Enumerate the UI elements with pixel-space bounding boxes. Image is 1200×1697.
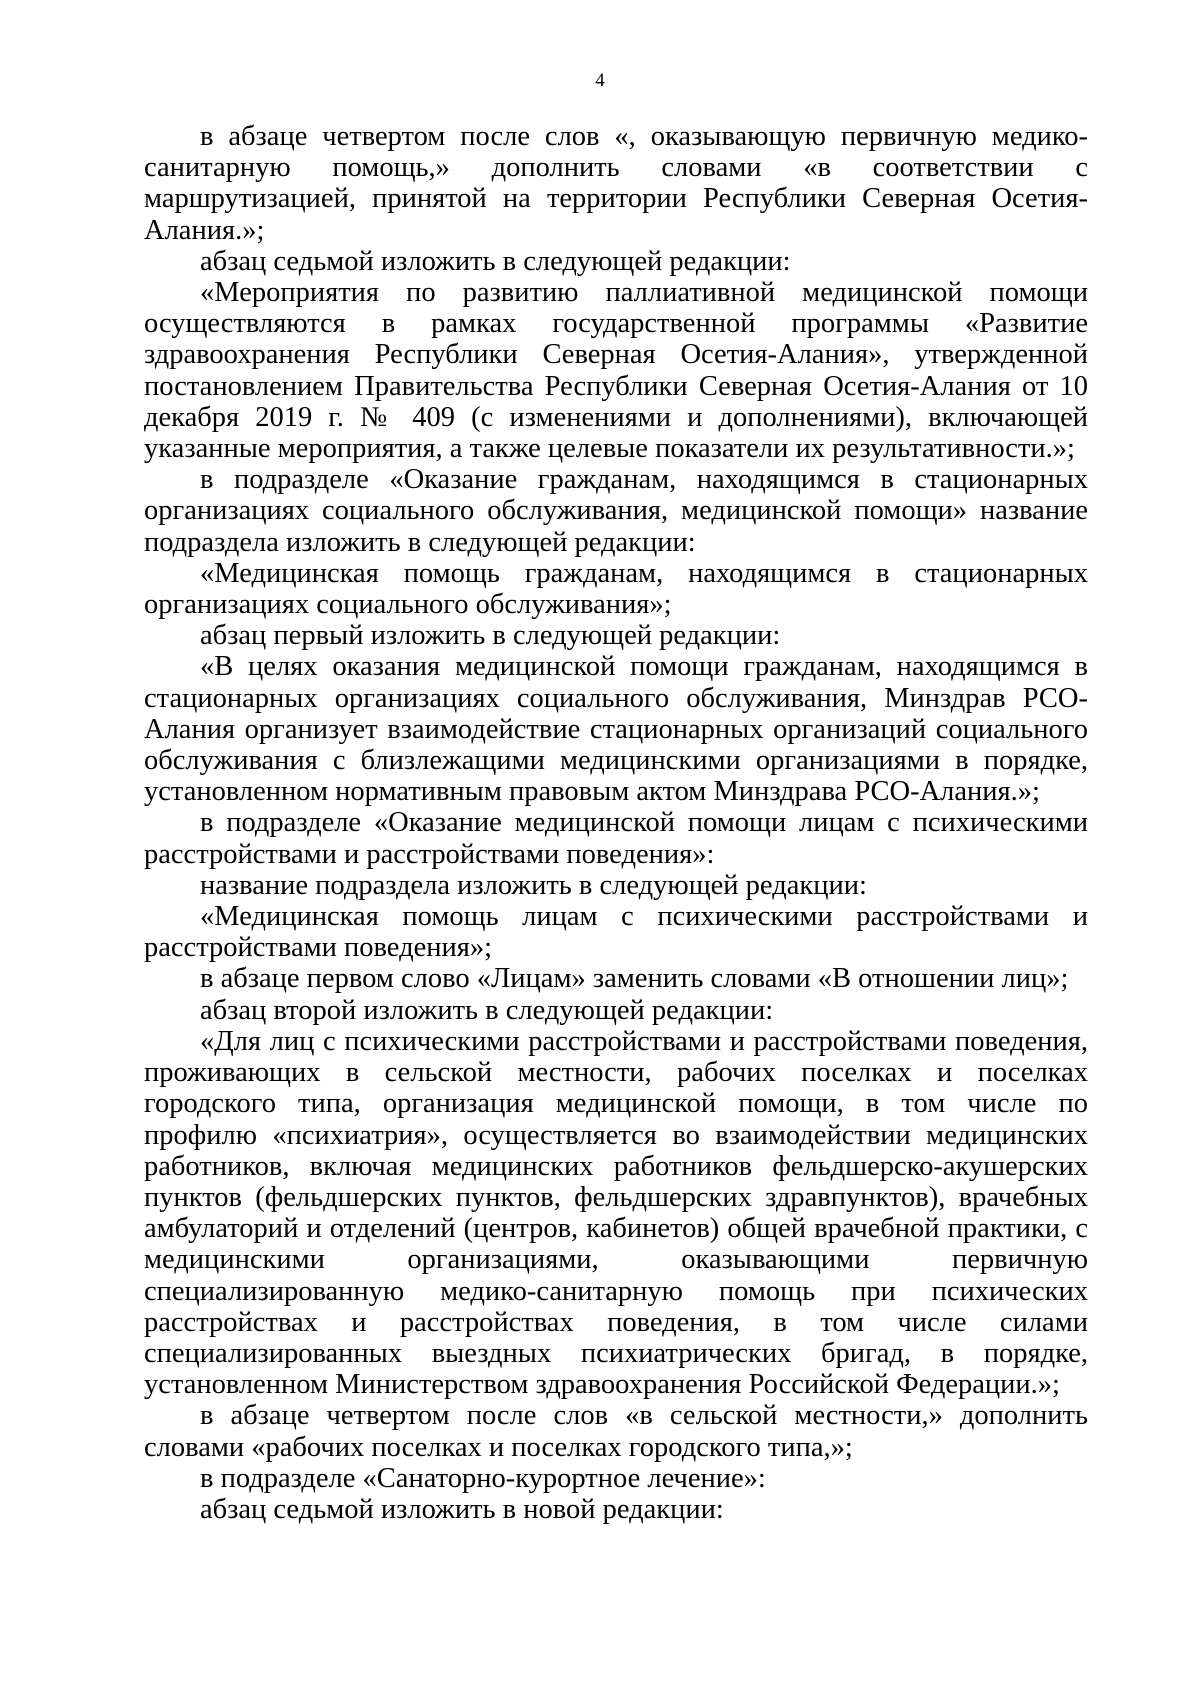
paragraph: «Для лиц с психическими расстройствами и расстройствами поведения, проживающих в сельской местности, рабочих поселках и поселках городского типа, организация медицинской помощи, в том числе по профилю «психиатрия», осуществляется во взаимодействии медицинских работников, включая медицинских работников фельдшерско-акушерских пунктов (фельдшерских пунктов, фельдшерских здравпунктов), врачебных амбулаторий и отделений (центров, кабинетов) общей врачебной практики, с медицинскими организациями, оказывающими первичную специализированную медико-санитарную помощь при психических расстройствах и расстройствах поведения, в том числе силами специализированных выездных психиатрических бригад, в порядке, установленном Министерством здравоохранения Российской Федерации.»; bbox=[144, 1025, 1088, 1401]
paragraph: абзац второй изложить в следующей редакции: bbox=[200, 994, 774, 1026]
document-body bbox=[144, 121, 1088, 1525]
paragraph: «Медицинская помощь лицам с психическими расстройствами и расстройствами поведения»; bbox=[144, 901, 1088, 964]
paragraph: «Мероприятия по развитию паллиативной медицинской помощи осуществляются в рамках государственной программы «Развитие здравоохранения Республики Северная Осетия-Алания», утвержденной постановлением Правительства Республики Северная Осетия-Алания от 10 декабря 2019 г. № 409 (с изменениями и дополнениями), включающей указанные мероприятия, а также целевые показатели их результативности.»; bbox=[144, 277, 1088, 465]
paragraph: абзац седьмой изложить в новой редакции: bbox=[200, 1493, 724, 1525]
paragraph: в абзаце четвертом после слов «в сельской местности,» дополнить словами «рабочих поселках и поселках городского типа,»; bbox=[144, 1400, 1088, 1463]
paragraph: абзац седьмой изложить в следующей редакции: bbox=[200, 245, 791, 277]
paragraph: «В целях оказания медицинской помощи гражданам, находящимся в стационарных организациях социального обслуживания, Минздрав РСО-Алания организует взаимодействие стационарных организаций социального обслуживания с близлежащими медицинскими организациями в порядке, установленном нормативным правовым актом Минздрава РСО-Алания.»; bbox=[144, 651, 1088, 808]
paragraph: в подразделе «Санаторно-курортное лечение»: bbox=[200, 1462, 766, 1494]
paragraph: абзац первый изложить в следующей редакции: bbox=[200, 620, 781, 652]
paragraph: в абзаце первом слово «Лицам» заменить словами «В отношении лиц»; bbox=[200, 963, 1069, 995]
page-number: 4 bbox=[595, 70, 605, 91]
paragraph: в подразделе «Оказание медицинской помощи лицам с психическими расстройствами и расстройствами поведения»: bbox=[144, 807, 1088, 870]
paragraph: в абзаце четвертом после слов «, оказывающую первичную медико-санитарную помощь,» дополнить словами «в соответствии с маршрутизацией, принятой на территории Республики Северная Осетия-Алания.»; bbox=[144, 121, 1088, 246]
paragraph: название подраздела изложить в следующей редакции: bbox=[200, 869, 867, 901]
paragraph: «Медицинская помощь гражданам, находящимся в стационарных организациях социального обслуживания»; bbox=[144, 557, 1088, 621]
paragraph: в подразделе «Оказание гражданам, находящимся в стационарных организациях социального обслуживания, медицинской помощи» название подраздела изложить в следующей редакции: bbox=[144, 464, 1088, 558]
